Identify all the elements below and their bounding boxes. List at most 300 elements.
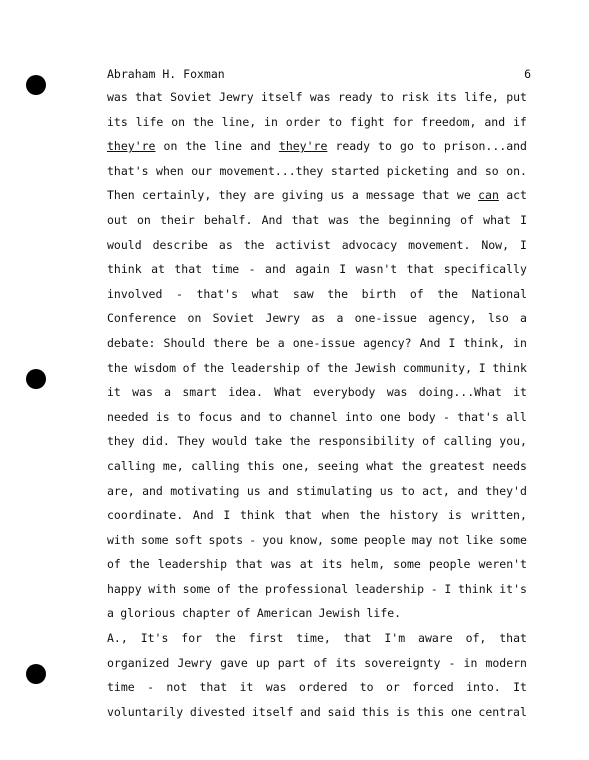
word: a — [107, 606, 114, 621]
word: gave — [220, 655, 248, 670]
word: Jewry — [219, 90, 254, 104]
word: us — [379, 483, 394, 498]
word: on. — [506, 163, 527, 178]
word: first — [248, 631, 284, 646]
word: the — [107, 360, 128, 375]
word: National — [471, 286, 527, 301]
word: And — [419, 335, 441, 350]
word: the — [203, 360, 224, 375]
word: some — [330, 532, 358, 547]
word: beginning — [388, 212, 451, 227]
word: leadership — [157, 557, 228, 572]
word: me, — [162, 458, 184, 473]
word: in — [264, 114, 278, 129]
word: lso — [487, 311, 509, 326]
word: of — [182, 360, 197, 375]
word: central — [478, 704, 527, 719]
word: I — [478, 360, 486, 375]
word: life, — [464, 90, 499, 104]
word: I — [448, 335, 456, 350]
header-name: Abraham H. Foxman — [107, 67, 225, 81]
word: freedom, — [421, 114, 477, 129]
word: focus — [198, 409, 233, 424]
word: they'd — [485, 483, 527, 498]
word: we — [456, 188, 471, 203]
word: you, — [499, 434, 527, 449]
text-line — [107, 405, 527, 430]
word: forced — [412, 680, 454, 695]
word: think, — [463, 335, 506, 350]
word: not — [166, 680, 188, 695]
word: giving — [281, 188, 324, 203]
word: agency? — [363, 335, 412, 350]
word: leadership — [354, 581, 425, 596]
word: and — [142, 483, 163, 498]
word: that — [199, 680, 228, 695]
word: And — [192, 508, 214, 523]
text-line — [107, 159, 527, 184]
word: ordered — [298, 680, 348, 695]
word: to — [400, 483, 415, 498]
word: needs — [492, 458, 527, 473]
word: on — [187, 311, 202, 326]
text-line — [107, 233, 527, 258]
word: aware — [418, 631, 453, 646]
word: certainly, — [142, 188, 212, 203]
word: part — [277, 655, 306, 670]
word: as — [311, 311, 326, 326]
word: act, — [422, 483, 450, 498]
word: this — [246, 458, 275, 473]
word: smart — [182, 385, 217, 400]
word: that — [235, 557, 263, 572]
text-line — [107, 380, 527, 405]
word: to — [379, 90, 394, 104]
word: its — [107, 114, 128, 129]
word: and — [250, 139, 271, 154]
word: organized — [107, 655, 170, 670]
word: or — [385, 680, 400, 695]
word: and — [484, 114, 506, 129]
word: everybody — [313, 385, 376, 400]
word: into. — [466, 680, 501, 695]
text-line — [107, 700, 527, 725]
word: of — [422, 434, 436, 449]
word: was — [309, 90, 331, 104]
word: calling — [107, 458, 156, 473]
binder-hole — [26, 664, 46, 684]
word: that's — [107, 163, 149, 178]
word: said — [327, 704, 356, 719]
word: that — [421, 188, 450, 203]
word: and — [240, 409, 261, 424]
word: us — [330, 188, 345, 203]
word: the — [185, 139, 207, 154]
word: started — [330, 163, 380, 178]
word: our — [191, 163, 212, 178]
word: calling — [191, 458, 240, 473]
word: people — [428, 557, 471, 572]
word: it — [239, 680, 254, 695]
word: it — [107, 385, 121, 400]
text-line — [107, 429, 527, 454]
word: helm, — [350, 557, 386, 572]
word: it's — [499, 581, 527, 596]
word: us — [246, 483, 261, 498]
word: birth — [361, 286, 397, 301]
word: written, — [471, 508, 527, 523]
word: with — [107, 532, 135, 547]
word: at — [151, 262, 165, 277]
word: of — [107, 557, 121, 572]
text-line — [107, 577, 527, 602]
word: happy — [107, 581, 142, 596]
word: its — [436, 90, 457, 104]
word: you — [262, 532, 284, 547]
word: time, — [296, 631, 331, 646]
word: they — [218, 188, 247, 203]
word: to — [378, 139, 392, 154]
word: may — [411, 532, 433, 547]
word: And — [261, 212, 283, 227]
word: is — [155, 409, 170, 424]
word: one — [450, 704, 472, 719]
word: - — [175, 286, 183, 301]
word: - — [443, 409, 450, 424]
text-line — [107, 601, 527, 626]
word: on — [137, 212, 151, 227]
word: greatest — [429, 458, 485, 473]
word: - — [448, 655, 456, 670]
word: the — [327, 360, 348, 375]
word: a — [520, 311, 527, 326]
word: Conference — [107, 311, 177, 326]
word: as — [218, 237, 233, 252]
word: responsibility — [317, 434, 415, 449]
word: movement. — [408, 237, 471, 252]
word: some — [499, 532, 527, 547]
word: seeing — [317, 458, 359, 473]
word: wasn't — [355, 262, 398, 277]
word: like — [465, 532, 494, 547]
word: ready — [335, 139, 371, 154]
word: life. — [366, 606, 402, 621]
word: was — [265, 680, 287, 695]
word: to — [328, 114, 343, 129]
word: be — [255, 335, 270, 350]
word: to — [359, 680, 374, 695]
word: advocacy — [341, 237, 398, 252]
word: soft — [174, 532, 203, 547]
word: What — [274, 385, 302, 400]
word: the — [128, 557, 150, 572]
word: take — [254, 434, 283, 449]
word: the — [289, 434, 311, 449]
word: risk — [401, 90, 429, 104]
word: movement...they — [219, 163, 324, 178]
word: act — [506, 188, 527, 203]
text-line — [107, 331, 527, 356]
word: Jewry — [265, 311, 301, 326]
word: activist — [275, 237, 331, 252]
word: on — [171, 114, 186, 129]
word: American — [256, 606, 313, 621]
word: was — [328, 212, 350, 227]
text-line — [107, 675, 527, 700]
word: line — [214, 139, 242, 154]
word: professional — [265, 581, 349, 596]
word: did. — [142, 434, 170, 449]
word: Jewish — [354, 360, 397, 375]
word: voluntarily — [107, 704, 184, 719]
word: was — [132, 385, 153, 400]
word: when — [156, 163, 184, 178]
word: involved — [107, 286, 163, 301]
word: its — [321, 557, 343, 572]
word: one — [379, 409, 401, 424]
word: spots — [208, 532, 244, 547]
word: are — [253, 188, 275, 203]
word: what — [251, 286, 280, 301]
word: to — [268, 409, 282, 424]
word: of — [217, 581, 231, 596]
word: for — [181, 631, 203, 646]
word: are, — [107, 483, 135, 498]
text-line — [107, 356, 527, 381]
word: behalf. — [203, 212, 253, 227]
word: I — [339, 262, 347, 277]
text-line — [107, 257, 527, 282]
word: the — [192, 114, 214, 129]
word: needed — [107, 409, 149, 424]
text-line — [107, 110, 527, 135]
word: up — [255, 655, 270, 670]
word: - — [249, 532, 257, 547]
word: think — [457, 581, 493, 596]
word: of — [460, 212, 474, 227]
word: some — [140, 532, 169, 547]
word: and — [265, 262, 286, 277]
word: think — [107, 262, 142, 277]
word: and — [268, 483, 289, 498]
text-line — [107, 651, 527, 676]
word: with — [148, 581, 176, 596]
word: was — [270, 557, 292, 572]
word: prison...and — [443, 139, 527, 154]
word: a — [164, 385, 172, 400]
word: Should — [163, 335, 206, 350]
word: idea. — [228, 385, 263, 400]
word: what — [483, 212, 511, 227]
word: I — [519, 237, 527, 252]
word: they — [107, 434, 135, 449]
word: I — [223, 508, 231, 523]
word: time — [107, 680, 135, 695]
word: not — [438, 532, 460, 547]
binder-hole — [26, 75, 46, 95]
transcript-body — [107, 85, 527, 724]
word: and — [457, 483, 478, 498]
word: think — [492, 360, 527, 375]
word: to — [176, 409, 191, 424]
word: I — [444, 581, 452, 596]
word: the — [237, 581, 259, 596]
word: in — [463, 655, 478, 670]
text-line — [107, 626, 527, 651]
word: modern — [485, 655, 527, 670]
word: out — [107, 212, 128, 227]
word: the — [401, 458, 423, 473]
word: community, — [402, 360, 473, 375]
word: that — [499, 631, 527, 646]
word: Now, — [481, 237, 510, 252]
word: this — [361, 704, 390, 719]
word: is — [396, 704, 410, 719]
word: on — [163, 139, 178, 154]
word: ready — [337, 90, 373, 104]
word: line, — [221, 114, 257, 129]
word: that — [406, 262, 435, 277]
word: it — [513, 385, 527, 400]
word: the — [437, 286, 459, 301]
page-number: 6 — [524, 67, 531, 81]
word: and — [456, 163, 478, 178]
word: of — [236, 606, 251, 621]
word: for — [392, 114, 414, 129]
word: at — [299, 557, 314, 572]
word: people — [363, 532, 406, 547]
word: body — [408, 409, 436, 424]
word: some — [182, 581, 211, 596]
word: channel — [289, 409, 338, 424]
word: the — [214, 631, 236, 646]
word: to — [421, 139, 436, 154]
word: was — [386, 385, 408, 400]
word: their — [160, 212, 195, 227]
word: - — [430, 581, 438, 596]
word: Jewish — [318, 606, 361, 621]
word: one, — [282, 458, 310, 473]
word: calling — [443, 434, 492, 449]
word: that's — [196, 286, 239, 301]
word: wisdom — [134, 360, 176, 375]
word: Then — [107, 188, 135, 203]
word: itself — [251, 704, 294, 719]
word: the — [243, 237, 265, 252]
word: one-issue — [292, 335, 356, 350]
word: message — [366, 188, 415, 203]
word: motivating — [170, 483, 240, 498]
word: that — [174, 262, 203, 277]
word: again — [295, 262, 330, 277]
word: into — [344, 409, 373, 424]
word: debate: — [107, 335, 156, 350]
text-line — [107, 479, 527, 504]
text-line — [107, 503, 527, 528]
word: of — [306, 360, 321, 375]
word: specifically — [443, 262, 527, 277]
word: the — [359, 508, 381, 523]
word: A., — [107, 631, 128, 646]
word: history — [389, 508, 439, 523]
text-line — [107, 528, 527, 553]
underlined-word: they're — [278, 139, 328, 154]
word: describe — [152, 237, 208, 252]
word: that — [291, 212, 320, 227]
word: It's — [140, 631, 169, 646]
word: time — [211, 262, 240, 277]
word: chapter — [181, 606, 231, 621]
word: life — [135, 114, 164, 129]
text-line — [107, 454, 527, 479]
word: order — [285, 114, 321, 129]
word: fight — [349, 114, 385, 129]
word: divested — [189, 704, 246, 719]
word: stimulating — [296, 483, 373, 498]
word: a — [351, 188, 359, 203]
word: sovereignty — [364, 655, 441, 670]
text-line — [107, 306, 527, 331]
word: They — [177, 434, 205, 449]
word: in — [513, 335, 527, 350]
text-line — [107, 134, 527, 159]
word: of — [313, 655, 328, 670]
word: weren't — [478, 557, 527, 572]
word: this — [416, 704, 445, 719]
word: so — [484, 163, 499, 178]
word: doing...What — [418, 385, 502, 400]
word: It — [513, 680, 527, 695]
word: glorious — [120, 606, 176, 621]
word: that's — [457, 409, 499, 424]
word: know, — [289, 532, 324, 547]
binder-hole — [26, 369, 46, 389]
word: some — [393, 557, 421, 572]
word: of — [409, 286, 424, 301]
word: Jewry — [177, 655, 212, 670]
word: I — [520, 212, 527, 227]
underlined-word: can — [478, 188, 499, 203]
word: a — [277, 335, 285, 350]
word: one-issue — [354, 311, 417, 326]
word: there — [213, 335, 248, 350]
word: of, — [465, 631, 487, 646]
word: the — [358, 212, 380, 227]
underlined-word: they're — [107, 139, 156, 154]
word: agency, — [428, 311, 477, 326]
word: coordinate. — [107, 508, 184, 523]
word: all — [506, 409, 527, 424]
word: go — [400, 139, 414, 154]
word: Soviet — [212, 311, 255, 326]
word: I'm — [384, 631, 406, 646]
word: its — [335, 655, 357, 670]
word: Soviet — [170, 90, 212, 104]
word: saw — [292, 286, 314, 301]
word: and — [300, 704, 321, 719]
word: think — [240, 508, 275, 523]
word: that — [343, 631, 372, 646]
word: would — [107, 237, 142, 252]
word: - — [248, 262, 256, 277]
word: picketing — [386, 163, 450, 178]
text-line — [107, 208, 527, 233]
word: a — [336, 311, 344, 326]
word: was — [107, 90, 128, 104]
word: would — [212, 434, 247, 449]
word: the — [327, 286, 349, 301]
word: that — [135, 90, 163, 104]
